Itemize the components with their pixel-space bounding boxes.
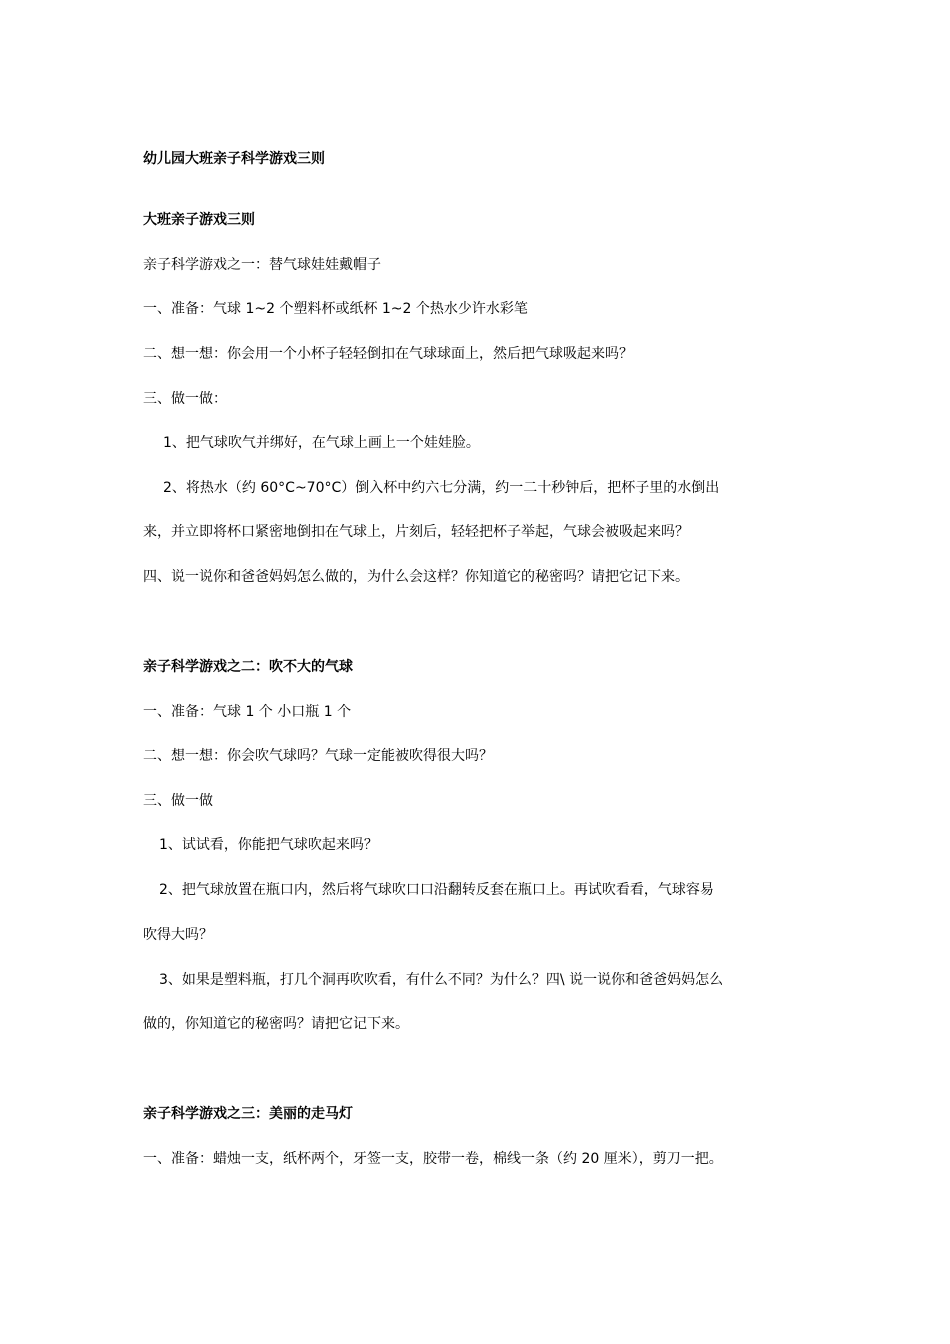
document-title: 幼儿园大班亲子科学游戏三则 [143,151,325,167]
game1-step1: 1、把气球吹气并绑好，在气球上画上一个娃娃脸。 [163,435,480,451]
game1-step2-line1: 2、将热水（约 60°C~70°C）倒入杯中约六七分满，约一二十秒钟后，把杯子里的水倒出 [163,480,720,496]
game3-heading: 亲子科学游戏之三：美丽的走马灯 [143,1106,353,1122]
game2-think: 二、想一想：你会吹气球吗？气球一定能被吹得很大吗？ [143,748,493,764]
game2-step3-line1: 3、如果是塑料瓶，打几个洞再吹吹看，有什么不同？为什么？四\ 说一说你和爸爸妈妈怎么 [159,972,724,988]
game2-step3-line2: 做的，你知道它的秘密吗？请把它记下来。 [143,1016,409,1032]
game2-heading: 亲子科学游戏之二：吹不大的气球 [143,659,353,675]
game2-step1: 1、试试看，你能把气球吹起来吗？ [159,837,378,853]
game2-do-label: 三、做一做 [143,793,213,809]
game1-say: 四、说一说你和爸爸妈妈怎么做的，为什么会这样？你知道它的秘密吗？请把它记下来。 [143,569,689,585]
game2-step2-line1: 2、把气球放置在瓶口内，然后将气球吹口口沿翻转反套在瓶口上。再试吹看看，气球容易 [159,882,714,898]
document-subtitle: 大班亲子游戏三则 [143,212,255,228]
game2-step2-line2: 吹得大吗？ [143,927,213,943]
game1-think: 二、想一想：你会用一个小杯子轻轻倒扣在气球球面上，然后把气球吸起来吗？ [143,346,633,362]
game1-step2-line2: 来，并立即将杯口紧密地倒扣在气球上，片刻后，轻轻把杯子举起，气球会被吸起来吗？ [143,524,689,540]
game1-do-label: 三、做一做： [143,391,227,407]
game1-prepare: 一、准备：气球 1~2 个塑料杯或纸杯 1~2 个热水少许水彩笔 [143,301,528,317]
game2-prepare: 一、准备：气球 1 个 小口瓶 1 个 [143,704,352,720]
game3-prepare: 一、准备：蜡烛一支，纸杯两个，牙签一支，胶带一卷，棉线一条（约 20 厘米），剪刀一把。 [143,1151,723,1167]
game1-heading: 亲子科学游戏之一：替气球娃娃戴帽子 [143,257,381,273]
